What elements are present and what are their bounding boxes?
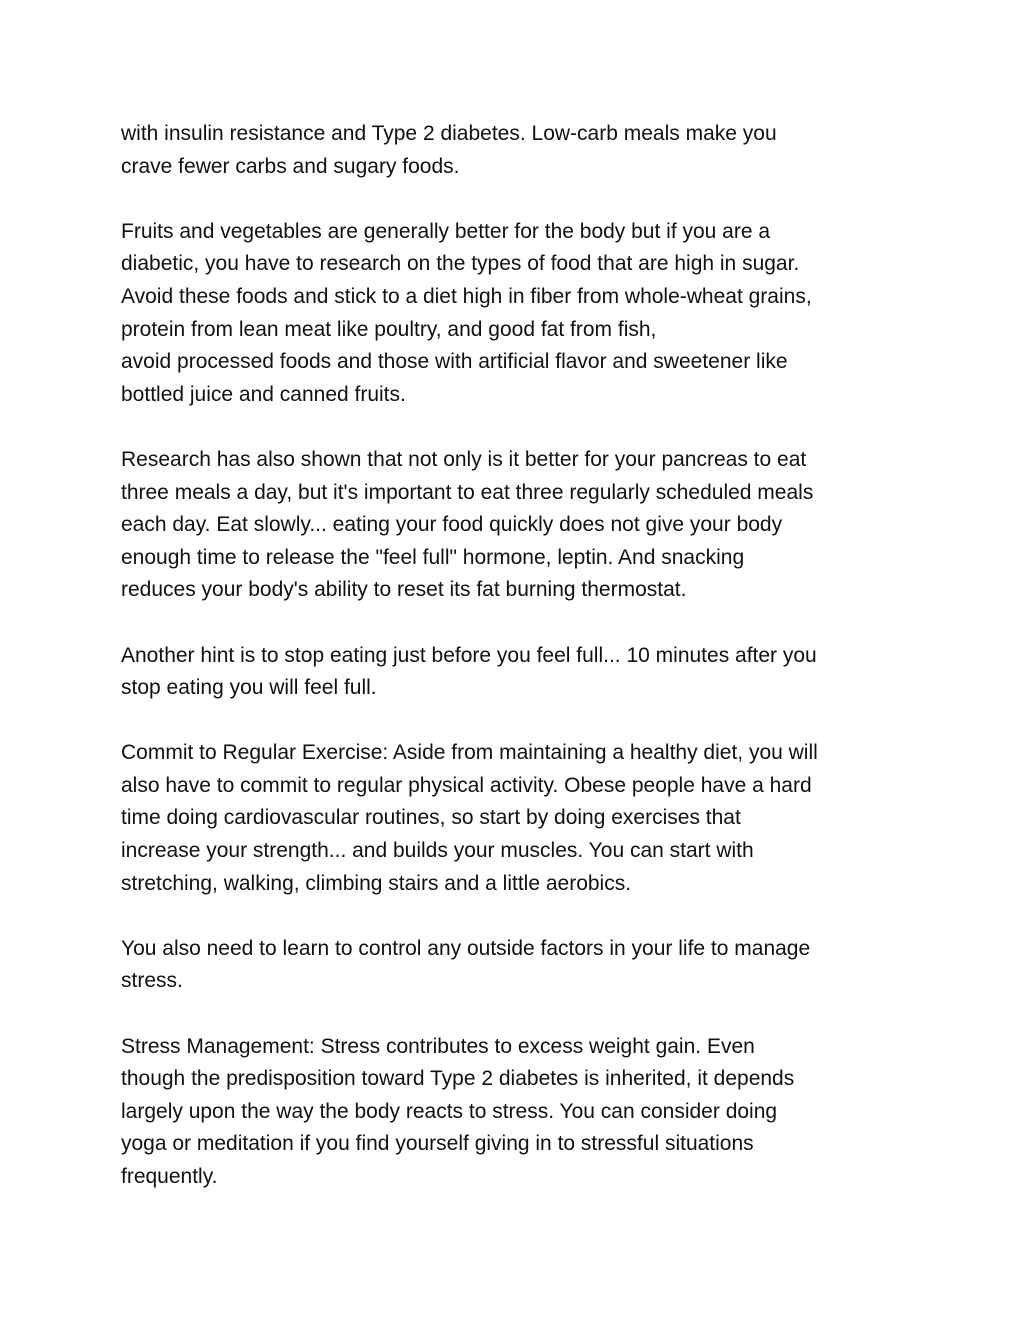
text-line: bottled juice and canned fruits. xyxy=(121,382,406,406)
text-line: Research has also shown that not only is it better for your pancreas to eat xyxy=(121,447,807,471)
text-line: with insulin resistance and Type 2 diabetes. Low-carb meals make you xyxy=(121,122,777,145)
text-line: Commit to Regular Exercise: Aside from maintaining a healthy diet, you will xyxy=(121,741,818,765)
text-line: yoga or meditation if you find yourself giving in to stressful situations xyxy=(121,1132,754,1156)
text-line: avoid processed foods and those with artificial flavor and sweetener like xyxy=(121,350,788,374)
text-line: frequently. xyxy=(121,1165,218,1188)
text-line: reduces your body's ability to reset its fat burning thermostat. xyxy=(121,578,687,602)
paragraph xyxy=(121,737,911,900)
text-line: largely upon the way the body reacts to stress. You can consider doing xyxy=(121,1099,778,1123)
paragraph xyxy=(121,933,911,998)
text-line: though the predisposition toward Type 2 diabetes is inherited, it depends xyxy=(121,1067,795,1091)
document-body xyxy=(121,118,911,1194)
text-line: You also need to learn to control any outside factors in your life to manage xyxy=(121,936,811,960)
text-line: crave fewer carbs and sugary foods. xyxy=(121,154,460,178)
paragraph xyxy=(121,216,911,412)
text-line: also have to commit to regular physical activity. Obese people have a hard xyxy=(121,773,812,797)
text-line: Another hint is to stop eating just before you feel full... 10 minutes after you xyxy=(121,643,817,667)
text-line: three meals a day, but it's important to eat three regularly scheduled meals xyxy=(121,480,814,504)
paragraph xyxy=(121,444,911,607)
text-line: Avoid these foods and stick to a diet high in fiber from whole-wheat grains, xyxy=(121,284,812,308)
paragraph xyxy=(121,640,911,705)
text-line: stress. xyxy=(121,969,183,993)
paragraph xyxy=(121,118,911,183)
text-line: protein from lean meat like poultry, and good fat from fish, xyxy=(121,317,657,341)
text-line: increase your strength... and builds your muscles. You can start with xyxy=(121,839,754,863)
text-line: stop eating you will feel full. xyxy=(121,676,377,700)
text-line: each day. Eat slowly... eating your food quickly does not give your body xyxy=(121,513,783,537)
text-line: time doing cardiovascular routines, so start by doing exercises that xyxy=(121,806,741,830)
text-line: stretching, walking, climbing stairs and a little aerobics. xyxy=(121,871,632,895)
text-line: Fruits and vegetables are generally better for the body but if you are a xyxy=(121,219,771,243)
paragraph xyxy=(121,1031,911,1194)
text-line: Stress Management: Stress contributes to excess weight gain. Even xyxy=(121,1034,755,1058)
text-line: diabetic, you have to research on the types of food that are high in sugar. xyxy=(121,252,800,276)
text-line: enough time to release the "feel full" hormone, leptin. And snacking xyxy=(121,545,745,569)
